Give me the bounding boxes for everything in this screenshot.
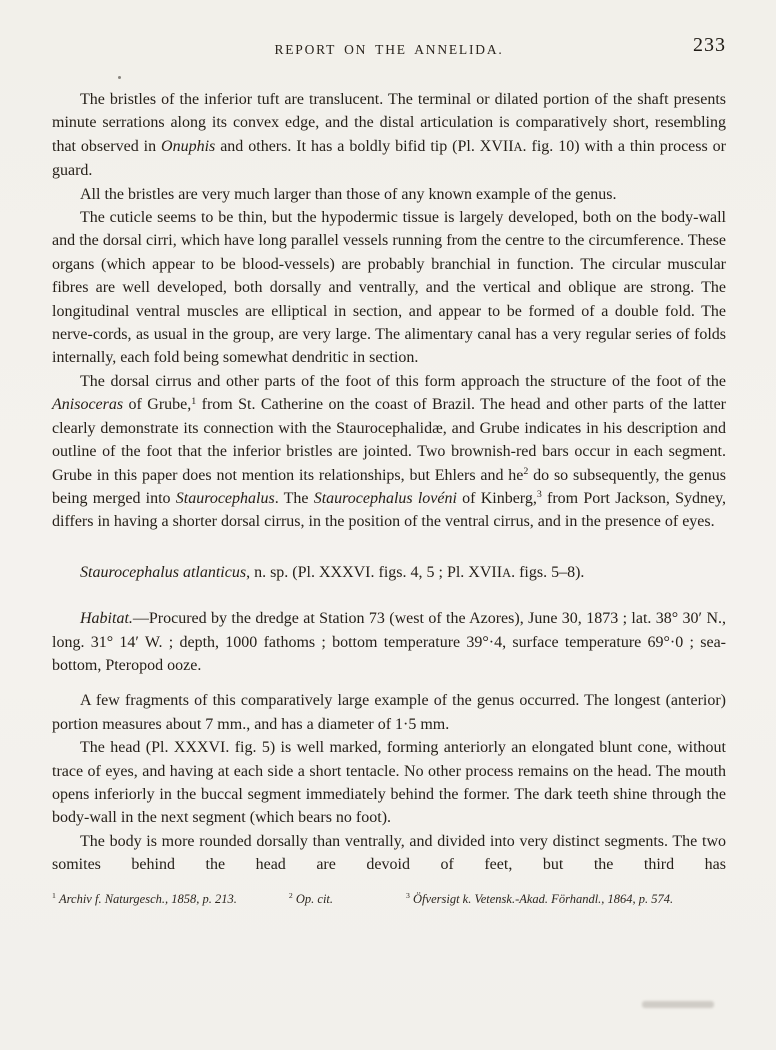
footnote-2 bbox=[289, 891, 333, 907]
page-number: 233 bbox=[693, 34, 726, 56]
footnote-1-text: Archiv f. Naturgesch., 1858, p. 213. bbox=[59, 891, 237, 906]
footnotes bbox=[52, 891, 726, 907]
scan-artifact-dot bbox=[118, 76, 121, 79]
page-header bbox=[52, 34, 726, 64]
page-body bbox=[52, 88, 726, 877]
footnote-3-marker: 3 bbox=[406, 891, 410, 901]
footnote-1-marker: 1 bbox=[52, 891, 56, 901]
paragraph-habitat: Habitat.—Procured by the dredge at Station 73 (west of the Azores), June 30, 1873 ; lat. 38° 30′ N., long. 31° 14′ W. ; depth, 1000 fathoms ; bottom temperature 39°·4, surface temperature 69°·0 ; sea-bottom, Pteropod ooze. bbox=[52, 610, 726, 674]
paragraph-head: The head (Pl. XXXVI. fig. 5) is well marked, forming anteriorly an elongated blunt cone, without trace of eyes, and having at each side a short tentacle. No other process remains on the head. The mouth opens inferiorly in the buccal segment immediately behind the former. The dark teeth shine through the body-wall in the next segment (which bears no foot). bbox=[52, 739, 726, 827]
footnote-1 bbox=[52, 891, 237, 907]
paragraph-cuticle: The cuticle seems to be thin, but the hypodermic tissue is largely developed, both on the body-wall and the dorsal cirri, which have long parallel vessels running from the centre to the circumference. These organs (which appear to be blood-vessels) are probably branchial in function. The circular muscular fibres are well developed, both dorsally and ventrally, and the vertical and oblique are strong. The longitudinal ventral muscles are elliptical in section, and appear to be formed of a double fold. The nerve-cords, as usual in the group, are very large. The alimentary canal has a very regular series of folds internally, each fold being somewhat dendritic in section. bbox=[52, 209, 726, 367]
paragraph-bristle-size: All the bristles are very much larger than those of any known example of the genus. bbox=[80, 185, 617, 203]
footnote-2-text: Op. cit. bbox=[295, 891, 334, 906]
running-title: REPORT ON THE ANNELIDA. bbox=[274, 42, 504, 57]
paragraph-fragments: A few fragments of this comparatively large example of the genus occurred. The longest (anterior) portion measures about 7 mm., and has a diameter of 1·5 mm. bbox=[52, 692, 726, 733]
footnote-3-text: Öfversigt k. Vetensk.-Akad. Förhandl., 1864, p. 574. bbox=[413, 891, 674, 906]
paragraph-body-segments: The body is more rounded dorsally than ventrally, and divided into very distinct segments. The two somites behind the head are devoid of feet, but the third has bbox=[52, 832, 726, 874]
paragraph-bristles: The bristles of the inferior tuft are translucent. The terminal or dilated portion of the shaft presents minute serrations along its convex edge, and the distal articulation is comparatively short, resembling that observed in Onuphis and others. It has a boldly bifid tip (Pl. XVIIA. fig. 10) with a thin process or guard. bbox=[52, 91, 726, 180]
footnote-3 bbox=[406, 891, 673, 907]
footnote-2-marker: 2 bbox=[288, 891, 293, 901]
paragraph-dorsal-cirrus: The dorsal cirrus and other parts of the foot of this form approach the structure of the foot of the Anisoceras of Grube,$^1$ from St. Catherine on the coast of Brazil. The head and other parts of the latter clearly demonstrate its connection with the Staurocephalidæ, and Grube indicates in his description and outline of the foot that the inferior bristles are jointed. Two brownish-red bars occur in each segment. Grube in this paper does not mention its relationships, but Ehlers and $he^2$ do so subsequently, the genus being merged into Staurocephalus. The Staurocephalus lovéni of Kinberg,$^3$ from Port Jackson, Sydney, differs in having a shorter dorsal cirrus, in the position of the ventral cirrus, and in the presence of eyes. bbox=[52, 372, 727, 531]
scan-artifact-smudge bbox=[642, 1001, 714, 1008]
species-heading: Staurocephalus atlanticus, n. sp. (Pl. XXXVI. figs. 4, 5 ; Pl. XVIIA. figs. 5–8). bbox=[80, 563, 585, 581]
